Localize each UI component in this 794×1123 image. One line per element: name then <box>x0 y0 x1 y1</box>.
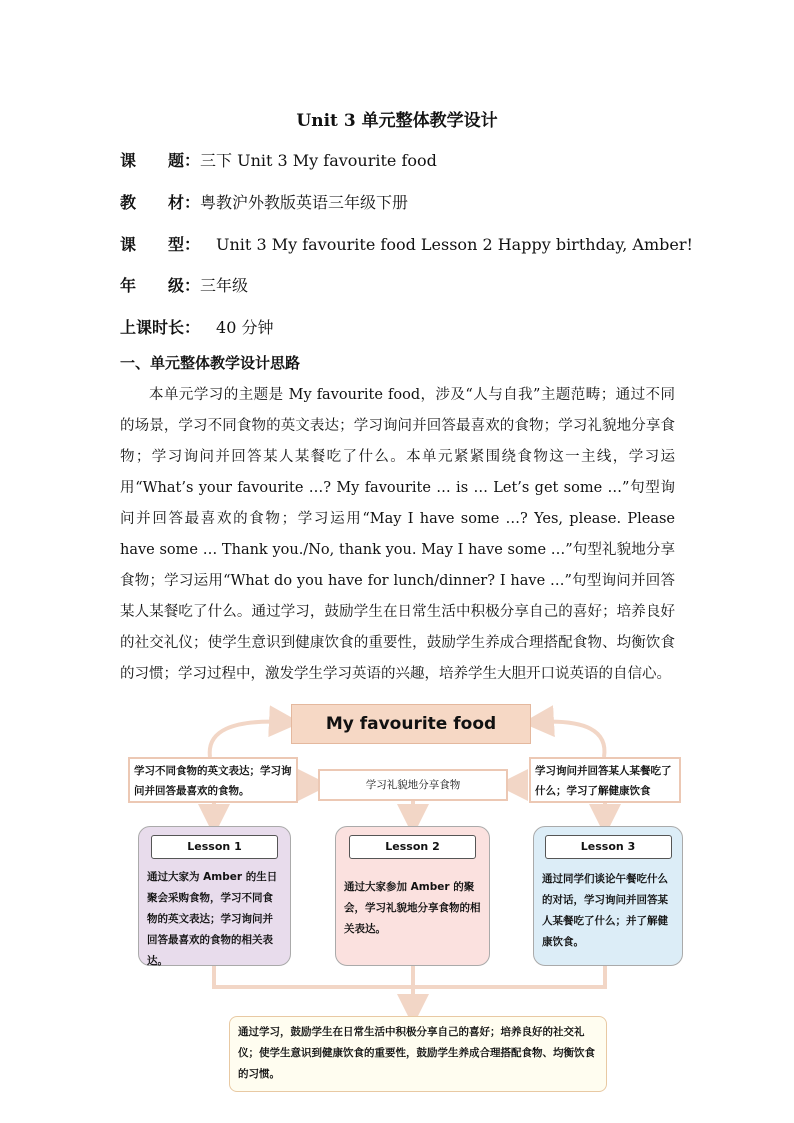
document-title: Unit 3 单元整体教学设计 <box>296 111 498 131</box>
meta-label: 年 级： <box>120 276 201 295</box>
meta-topic <box>120 148 437 171</box>
meta-label: 课 题： <box>120 151 201 170</box>
goal-middle: 学习礼貌地分享食物 <box>318 769 508 801</box>
bottom-connector <box>214 966 605 1010</box>
lesson-1-card <box>138 826 291 966</box>
lesson-tag: Lesson 2 <box>349 835 476 859</box>
section-heading: 一、单元整体教学设计思路 <box>120 354 301 372</box>
goal-right: 学习询问并回答某人某餐吃了什么；学习了解健康饮食 <box>529 757 681 803</box>
meta-label: 课 型： <box>120 235 201 254</box>
goal-left: 学习不同食物的英文表达；学习询问并回答最喜欢的食物。 <box>128 757 298 803</box>
lesson-3-card <box>533 826 683 966</box>
meta-label: 上课时长： <box>120 318 201 337</box>
lesson-tag: Lesson 1 <box>151 835 278 859</box>
meta-value: 三下 Unit 3 My favourite food <box>200 151 437 170</box>
meta-lesson-type <box>120 232 693 255</box>
lesson-text: 通过大家参加 Amber 的聚会，学习礼貌地分享食物的相关表达。 <box>344 881 481 935</box>
meta-value: 粤教沪外教版英语三年级下册 <box>200 193 409 212</box>
meta-textbook <box>120 190 408 213</box>
body-paragraph: 本单元学习的主题是 My favourite food，涉及“人与自我”主题范畴；通过不同的场景，学习不同食物的英文表达；学习询问并回答最喜欢的食物；学习礼貌地分享食物；学习询问并回答某人某餐吃了什么。本单元紧紧围绕食物这一主线，学习运用“What’s your favourite …? My favourite … is … Let’s get some …”句型询问并回答最喜欢的食物；学习运用“May I have some …? Yes, please. Please have some … Thank you./No, thank you. May I have some …”句型礼貌地分享食物；学习运用“What do you have for lunch/dinner? I have …”句型询问并回答某人某餐吃了什么。通过学习，鼓励学生在日常生活中积极分享自己的喜好；培养良好的社交礼仪；使学生意识到健康饮食的重要性，鼓励学生养成合理搭配食物、均衡饮食的习惯；学习过程中，激发学生学习英语的兴趣，培养学生大胆开口说英语的自信心。 <box>120 387 675 682</box>
lesson-text: 通过大家为 Amber 的生日聚会采购食物，学习不同食物的英文表达；学习询问并回答最喜欢的食物的相关表达。 <box>147 871 278 967</box>
lesson-2-card <box>335 826 490 966</box>
meta-label: 教 材： <box>120 193 201 212</box>
meta-value: 三年级 <box>200 276 249 295</box>
diagram-main-title: My favourite food <box>291 704 531 744</box>
meta-duration <box>120 315 273 338</box>
meta-value: 40 分钟 <box>200 318 274 337</box>
meta-value: Unit 3 My favourite food Lesson 2 Happy birthday, Amber! <box>200 235 693 254</box>
lesson-tag: Lesson 3 <box>545 835 672 859</box>
meta-grade <box>120 273 248 296</box>
arrow-right-up <box>538 722 604 757</box>
arrow-left-up <box>210 722 285 757</box>
summary-box: 通过学习，鼓励学生在日常生活中积极分享自己的喜好；培养良好的社交礼仪；使学生意识到健康饮食的重要性，鼓励学生养成合理搭配食物、均衡饮食的习惯。 <box>229 1016 607 1092</box>
lesson-text: 通过同学们谈论午餐吃什么的对话，学习询问并回答某人某餐吃了什么；并了解健康饮食。 <box>542 873 668 948</box>
